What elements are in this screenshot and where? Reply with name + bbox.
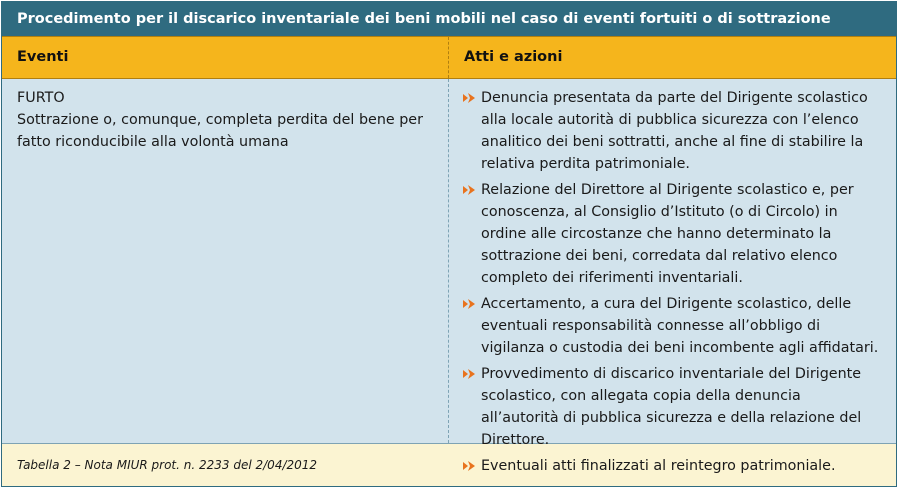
- double-arrow-icon: [463, 369, 477, 379]
- event-description: Sottrazione o, comunque, completa perdita del bene per fatto riconducibile alla volontà umana: [17, 112, 423, 150]
- action-text: Provvedimento di discarico inventariale del Dirigente scolastico, con allegata copia della denuncia all’autorità di pubblica sicurezza e della relazione del Direttore.: [481, 366, 862, 448]
- event-cell: [2, 79, 449, 443]
- action-text: Denuncia presentata da parte del Dirigente scolastico alla locale autorità di pubblica sicurezza con l’elenco analitico dei beni sottratti, anche al fine di stabilire la relativa perdita patrimoniale.: [481, 90, 868, 172]
- list-item: [463, 455, 882, 477]
- action-text: Accertamento, a cura del Dirigente scolastico, delle eventuali responsabilità connesse all’obbligo di vigilanza o custodia dei beni incombente agli affidatari.: [481, 296, 879, 356]
- table-caption: Tabella 2 – Nota MIUR prot. n. 2233 del 2/04/2012: [2, 444, 896, 486]
- double-arrow-icon: [463, 299, 477, 309]
- header-actions: Atti e azioni: [464, 49, 563, 65]
- action-text: Relazione del Direttore al Dirigente scolastico e, per conoscenza, al Consiglio d’Istituto (o di Circolo) in ordine alle circostanze che hanno determinato la sottrazione dei beni, corredata dal relativo elenco completo dei riferimenti inventariali.: [481, 182, 854, 286]
- actions-cell: [449, 79, 896, 474]
- action-text: Eventuali atti finalizzati al reintegro patrimoniale.: [481, 458, 836, 474]
- list-item: [463, 87, 882, 175]
- table-title: Procedimento per il discarico inventariale dei beni mobili nel caso di eventi fortuiti o di sottrazione: [2, 2, 896, 36]
- double-arrow-icon: [463, 461, 477, 471]
- header-events: Eventi: [2, 37, 449, 78]
- list-item: [463, 363, 882, 451]
- list-item: [463, 293, 882, 359]
- list-item: [463, 179, 882, 289]
- event-title: FURTO: [17, 90, 65, 106]
- actions-list: [463, 87, 882, 477]
- double-arrow-icon: [463, 93, 477, 103]
- double-arrow-icon: [463, 185, 477, 195]
- header-row: [2, 36, 896, 79]
- procedure-table: [1, 1, 897, 487]
